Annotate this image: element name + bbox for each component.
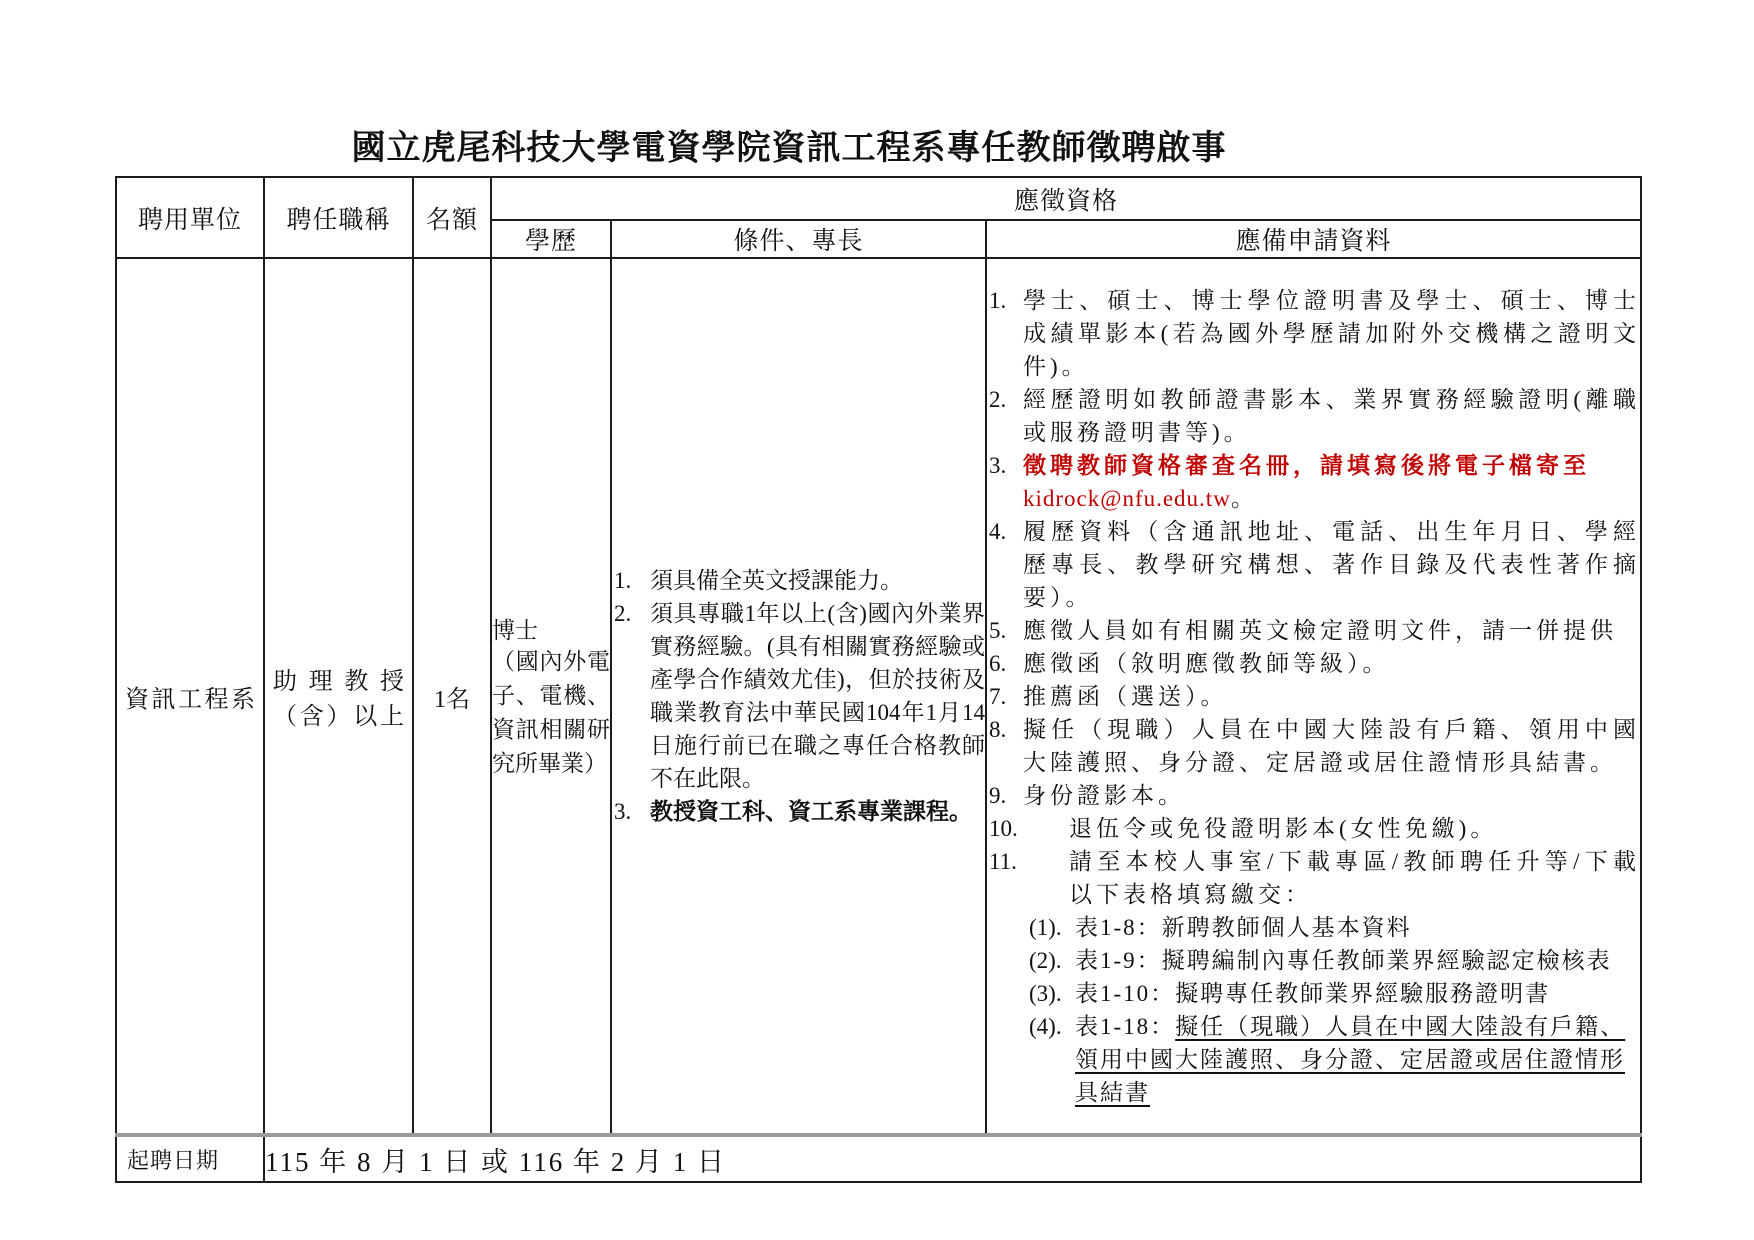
form-label: 表1-10： [1075, 980, 1176, 1006]
cell-materials [986, 258, 1641, 1135]
condition-text: 須具專職1年以上(含)國內外業界實務經驗。(具有相關實務經驗或產學合作績效尤佳)，但於技術及職業教育法中華民國104年1月14日施行前已在職之專任合格教師不在此限。 [650, 601, 985, 791]
material-number: 9. [989, 782, 1007, 808]
material-text: 學士、碩士、博士學位證明書及學士、碩士、博士成績單影本(若為國外學歷請加附外交機構之證明文件)。 [1023, 287, 1641, 379]
form-text: 擬聘編制內專任教師業界經驗認定檢核表 [1161, 947, 1612, 973]
cell-conditions [611, 258, 986, 1135]
condition-item [612, 795, 985, 828]
header-position: 聘任職稱 [264, 177, 413, 258]
material-text: 退伍令或免役證明影本(女性免繳)。 [1069, 815, 1498, 841]
form-text: 擬聘專任教師業界經驗服務證明書 [1175, 980, 1551, 1006]
form-item [1029, 977, 1640, 1010]
material-text: 請至本校人事室/下載專區/教師聘任升等/下載以下表格填寫繳交： [1069, 848, 1641, 907]
form-number: (2). [1029, 947, 1062, 973]
material-text: 推薦函（選送）。 [1023, 683, 1228, 709]
form-item [1029, 944, 1640, 977]
footer-value-cell [264, 1135, 1641, 1182]
condition-number: 2. [614, 601, 632, 626]
forms-list [1029, 911, 1640, 1109]
header-quota: 名額 [413, 177, 491, 258]
material-text: 擬任（現職）人員在中國大陸設有戶籍、領用中國大陸護照、身分證、定居證或居住證情形具結書。 [1023, 716, 1641, 775]
material-number: 6. [989, 650, 1007, 676]
material-item [987, 449, 1640, 515]
material-text: 應徵函（敘明應徵教師等級）。 [1023, 650, 1390, 676]
quota-value: 1名 [434, 686, 470, 713]
material-text: 經歷證明如教師證書影本、業界實務經驗證明(離職或服務證明書等)。 [1023, 386, 1641, 445]
position-value: 助理教授（含）以上 [273, 669, 404, 730]
condition-text: 教授資工科、資工系專業課程。 [650, 799, 972, 824]
material-text: 履歷資料（含通訊地址、電話、出生年月日、學經歷專長、教學研究構想、著作目錄及代表性著作摘要）。 [1023, 518, 1641, 610]
cell-education [491, 258, 611, 1135]
material-item [987, 647, 1640, 680]
header-hiring-unit: 聘用單位 [116, 177, 264, 258]
material-item [987, 515, 1640, 614]
material-item [987, 383, 1640, 449]
material-number: 11. [989, 848, 1017, 874]
form-label: 表1-18： [1075, 1013, 1176, 1039]
material-number: 5. [989, 617, 1007, 643]
material-text: 應徵人員如有相關英文檢定證明文件，請一併提供 [1023, 617, 1617, 643]
form-text: 新聘教師個人基本資料 [1161, 914, 1412, 940]
start-date-label: 起聘日期 [127, 1147, 220, 1173]
start-date-value: 115 年 8 月 1 日 或 116 年 2 月 1 日 [265, 1146, 726, 1177]
hiring-unit-value: 資訊工程系 [125, 686, 255, 713]
material-item [987, 284, 1640, 383]
cell-quota [413, 258, 491, 1135]
material-item [987, 713, 1640, 779]
material-number: 2. [989, 386, 1007, 412]
material-number: 7. [989, 683, 1007, 709]
header-conditions: 條件、專長 [611, 220, 986, 258]
condition-item [612, 597, 985, 795]
form-number: (3). [1029, 980, 1062, 1006]
cell-position [264, 258, 413, 1135]
education-note: （國內外電子、電機、資訊相關研究所畢業） [492, 648, 610, 776]
education-degree: 博士 [492, 617, 538, 643]
condition-number: 3. [614, 799, 632, 824]
header-qualifications: 應徵資格 [491, 177, 1641, 220]
condition-item [612, 564, 985, 597]
cell-hiring-unit [116, 258, 264, 1135]
recruitment-table [115, 176, 1642, 1183]
form-item [1029, 1010, 1640, 1109]
header-education: 學歷 [491, 220, 611, 258]
condition-text: 須具備全英文授課能力。 [650, 568, 903, 593]
material-number: 4. [989, 518, 1007, 544]
document-title: 國立虎尾科技大學電資學院資訊工程系專任教師徵聘啟事 [351, 130, 1227, 167]
material-item [987, 614, 1640, 647]
condition-number: 1. [614, 568, 632, 593]
material-item [987, 779, 1640, 812]
header-materials: 應備申請資料 [986, 220, 1641, 258]
form-item [1029, 911, 1640, 944]
form-label: 表1-8： [1075, 914, 1162, 940]
material-item [987, 812, 1640, 845]
material-number: 8. [989, 716, 1007, 742]
contact-email: kidrock@nfu.edu.tw [1023, 485, 1231, 511]
form-label: 表1-9： [1075, 947, 1162, 973]
material-item [987, 845, 1640, 911]
form-number: (1). [1029, 914, 1062, 940]
material-number: 3. [989, 452, 1007, 478]
form-text-underlined: 擬任（現職）人員在中國大陸設有戶籍、領用中國大陸護照、身分證、定居證或居住證情形具結書 [1075, 1013, 1626, 1105]
material-number: 1. [989, 287, 1007, 313]
material-text: 身份證影本。 [1023, 782, 1185, 808]
material-text-suffix: 。 [1230, 485, 1258, 511]
material-text-red: 徵聘教師資格審查名冊，請填寫後將電子檔寄至 [1023, 452, 1590, 478]
footer-label-cell [116, 1135, 264, 1182]
material-number: 10. [989, 815, 1018, 841]
form-number: (4). [1029, 1013, 1062, 1039]
material-item [987, 680, 1640, 713]
